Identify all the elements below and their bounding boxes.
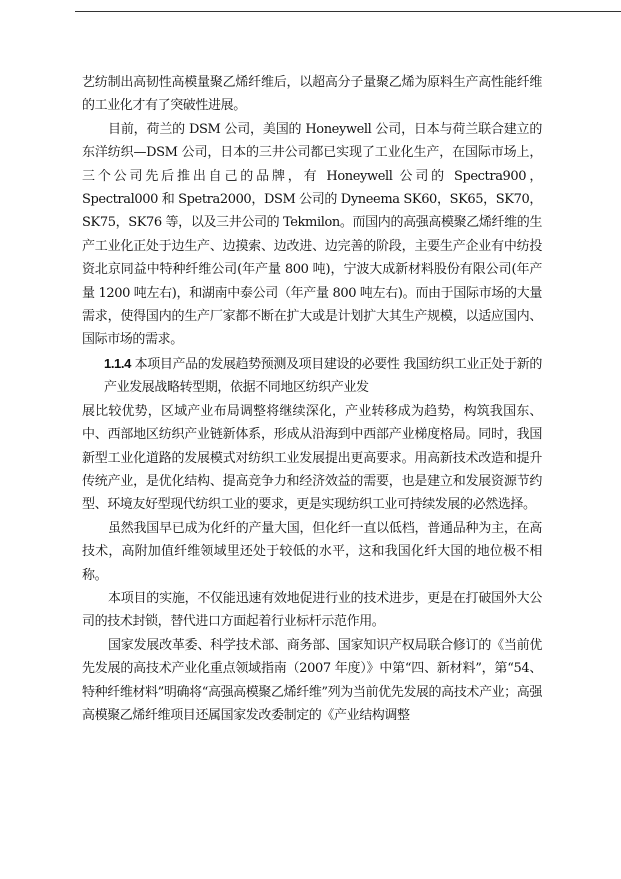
header-rule <box>75 11 621 12</box>
section-heading-text: 本项目产品的发展趋势预测及项目建设的必要性 我国纺织工业正处于新的产业发展战略转型期，依据不同地区纺织产业发 <box>104 356 542 396</box>
paragraph-5: 本项目的实施，不仅能迅速有效地促进行业的技术进步，更是在打破国外大公司的技术封锁，替代进口方面起着行业标杆示范作用。 <box>82 590 542 630</box>
paragraph-6: 国家发展改革委、科学技术部、商务部、国家知识产权局联合修订的《当前优先发展的高技术产业化重点领域指南（2007 年度）》中第“四、新材料”，第“54、特种纤维材料”明确将“高强高模聚乙烯纤维”列为当前优先发展的高技术产业；高强高模聚乙烯纤维项目还属国家发改委制定的《产业结构调整 <box>82 637 542 723</box>
document-body <box>82 71 542 727</box>
paragraph-2: 目前，荷兰的 DSM 公司，美国的 Honeywell 公司，日本与荷兰联合建立的东洋纺织—DSM 公司，日本的三井公司都已实现了工业化生产，在国际市场上，三个公司先后推出自己的品牌，有 Honeywell 公司的 Spectra900，Spectral000 和 Spetra2000，DSM 公司的 Dyneema SK60，SK65，SK70，SK75，SK76 等，以及三井公司的 Tekmilon。而国内的高强高模聚乙烯纤维的生产工业化正处于边生产、边摸索、边改进、边完善的阶段，主要生产企业有中纺投资北京同益中特种纤维公司(年产量 800 吨)，宁波大成新材料股份有限公司(年产量 1200 吨左右)，和湖南中泰公司（年产量 800 吨左右)。而由于国际市场的大量需求，使得国内的生产厂家都不断在扩大或是计划扩大其生产规模，以适应国内、国际市场的需求。 <box>82 121 542 348</box>
paragraph-1: 艺纺制出高韧性高模量聚乙烯纤维后，以超高分子量聚乙烯为原料生产高性能纤维的工业化才有了突破性进展。 <box>82 75 542 114</box>
paragraph-4: 虽然我国早已成为化纤的产量大国，但化纤一直以低档，普通品种为主，在高技术，高附加值纤维领域里还处于较低的水平，这和我国化纤大国的地位极不相称。 <box>82 520 542 583</box>
section-heading <box>82 352 542 400</box>
paragraph-3: 展比较优势，区域产业布局调整将继续深化，产业转移成为趋势，构筑我国东、中、西部地区纺织产业链新体系，形成从沿海到中西部产业梯度格局。同时，我国新型工业化道路的发展模式对纺织工业发展提出更高要求。用高新技术改造和提升传统产业，是优化结构、提高竞争力和经济效益的需要，也是建立和发展资源节约型、环境友好型现代纺织工业的要求，更是实现纺织工业可持续发展的必然选择。 <box>82 403 542 513</box>
section-number: 1.1.4 <box>104 355 131 371</box>
